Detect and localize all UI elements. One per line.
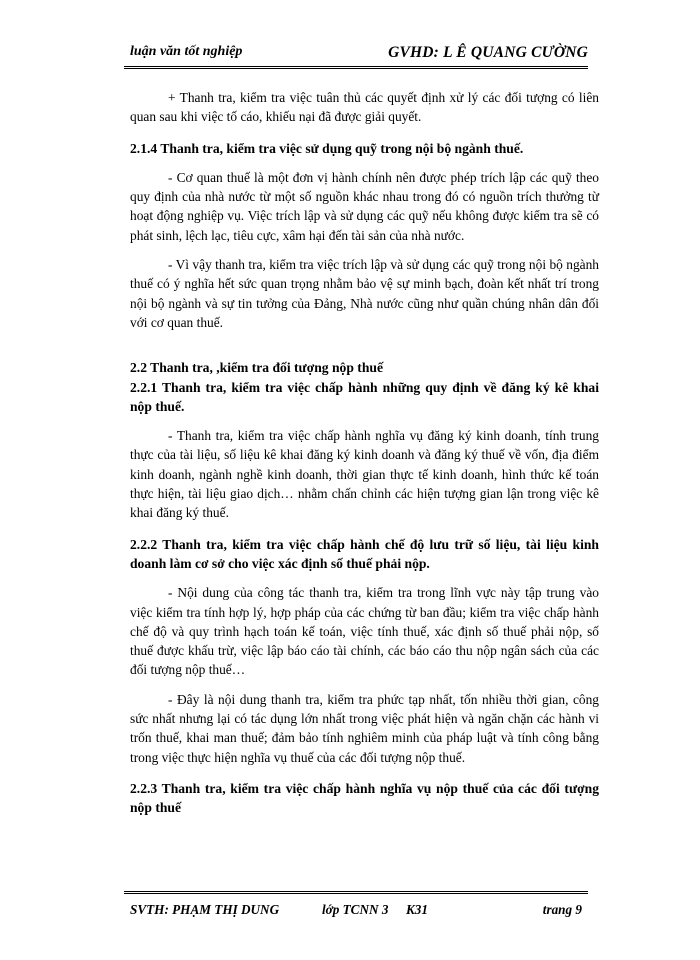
- section-heading-2-1-4: 2.1.4 Thanh tra, kiểm tra việc sử dụng quỹ trong nội bộ ngành thuế.: [130, 140, 524, 156]
- footer-page-number: trang 9: [542, 902, 582, 917]
- paragraph: - Thanh tra, kiểm tra việc chấp hành nghĩa vụ đăng ký kinh doanh, tính trung thực của tài liệu, số liệu kê khai đăng ký kinh doanh và đăng ký thuế về vốn, địa điểm kinh doanh, ngành nghề kinh doanh, thời gian thực tế kinh doanh, hình thức kế toán thực hiện, tài liệu giao dịch… nhằm chấn chỉnh các hiện tượng gian lận trong việc kê khai đăng ký thuế.: [130, 428, 599, 521]
- header-rule: [124, 66, 588, 69]
- paragraph: + Thanh tra, kiểm tra việc tuân thủ các quyết định xử lý các đối tượng có liên quan sau khi việc tố cáo, khiếu nại đã được giải quyết.: [130, 90, 599, 125]
- section-heading-2-2: 2.2 Thanh tra, ,kiểm tra đối tượng nộp thuế: [130, 360, 383, 376]
- header-thesis-label: luận văn tốt nghiệp: [130, 44, 243, 59]
- page-footer: [130, 902, 588, 924]
- footer-class: lớp TCNN 3: [322, 902, 389, 917]
- paragraph: - Vì vậy thanh tra, kiểm tra việc trích lập và sử dụng các quỹ trong nội bộ ngành thuế có ý nghĩa hết sức quan trọng nhằm bảo vệ sự minh bạch, đoàn kết nhất trí trong nội bộ ngành và sự tin tưởng của Đảng, Nhà nước cũng như quần chúng nhân dân đối với cơ quan thuế.: [130, 257, 599, 330]
- header-supervisor: GVHD: L Ê QUANG CƯỜNG: [388, 44, 588, 61]
- section-heading-2-2-2: 2.2.2 Thanh tra, kiểm tra việc chấp hành chế độ lưu trữ số liệu, tài liệu kinh doanh làm cơ sở cho việc xác định số thuế phải nộp.: [130, 536, 599, 571]
- page-header: [124, 40, 588, 64]
- footer-rule: [124, 891, 588, 894]
- paragraph: - Nội dung của công tác thanh tra, kiểm tra trong lĩnh vực này tập trung vào việc kiểm tra tính hợp lý, hợp pháp của các chứng từ ban đầu; kiểm tra việc chấp hành chế độ và quy trình hạch toán kế toán, việc tính thuế, xác định số thuế phải nộp, số thuế được khấu trừ, việc lập báo cáo tài chính, các báo cáo thu nộp ngân sách của các đối tượng nộp thuế…: [130, 585, 599, 678]
- section-heading-2-2-3: 2.2.3 Thanh tra, kiểm tra việc chấp hành nghĩa vụ nộp thuế của các đối tượng nộp thuế: [130, 780, 599, 816]
- footer-student: SVTH: PHẠM THỊ DUNG: [130, 902, 280, 917]
- section-heading-2-2-1: 2.2.1 Thanh tra, kiểm tra việc chấp hành những quy định về đăng ký kê khai nộp thuế.: [130, 379, 599, 414]
- footer-course: K31: [406, 902, 428, 917]
- paragraph: - Đây là nội dung thanh tra, kiểm tra phức tạp nhất, tốn nhiều thời gian, công sức nhất nhưng lại có tác dụng lớn nhất trong việc phát hiện và ngăn chặn các hành vi trốn thuế, khai man thuế; đảm bảo tính nghiêm minh của pháp luật và tính công bằng trong việc thực hiện nghĩa vụ thuế của các đối tượng nộp thuế.: [130, 691, 599, 765]
- page-body: [130, 88, 599, 818]
- paragraph: - Cơ quan thuế là một đơn vị hành chính nên được phép trích lập các quỹ theo quy định của nhà nước từ một số nguồn khác nhau trong đó có nguồn trích thưởng từ hoạt động nghiệp vụ. Việc trích lập và sử dụng các quỹ nếu không được kiểm tra sẽ có phát sinh, lệch lạc, tiêu cực, xâm hại đến tài sản của nhà nước.: [130, 169, 599, 243]
